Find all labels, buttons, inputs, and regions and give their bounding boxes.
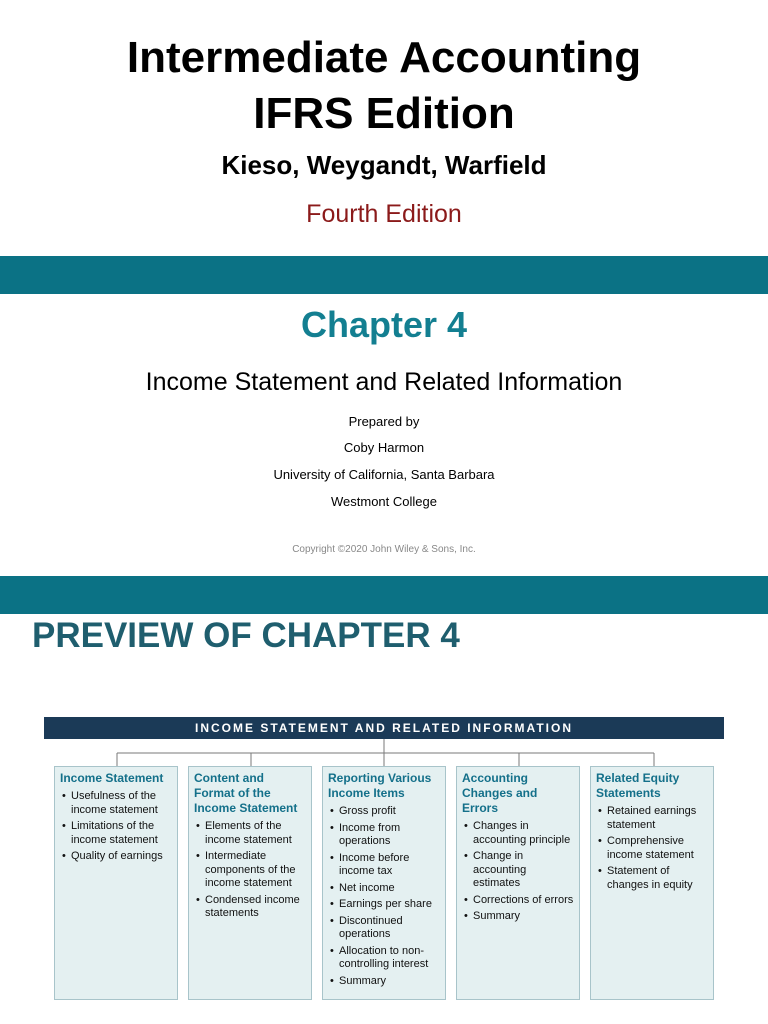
box-title: Content and Format of the Income Statement	[194, 771, 298, 815]
authors: Kieso, Weygandt, Warfield	[221, 150, 547, 180]
list-item: • Discontinued operations	[328, 915, 440, 942]
list-item: • Change in accounting estimates	[462, 850, 574, 891]
topic-box-content-format	[188, 766, 312, 1000]
list-item: • Net income	[328, 882, 440, 896]
list-item: • Allocation to non-controlling interest	[328, 945, 440, 972]
list-item: • Limitations of the income statement	[60, 820, 172, 847]
book-title	[0, 30, 768, 142]
list-item: • Statement of changes in equity	[596, 865, 708, 892]
list-item: • Usefulness of the income statement	[60, 790, 172, 817]
title-line-1: Intermediate Accounting	[126, 33, 642, 82]
college: Westmont College	[331, 494, 437, 509]
list-item: • Intermediate components of the income statement	[194, 850, 306, 891]
preview-title: PREVIEW OF CHAPTER 4	[32, 616, 460, 655]
box-title: Income Statement	[60, 771, 164, 785]
box-title: Reporting Various Income Items	[328, 771, 432, 800]
topic-box-reporting-income-items	[322, 766, 446, 1000]
topic-box-income-statement	[54, 766, 178, 1000]
list-item: • Earnings per share	[328, 898, 440, 912]
list-item: • Income from operations	[328, 822, 440, 849]
preparer-name: Coby Harmon	[343, 440, 425, 455]
chapter-subtitle: Income Statement and Related Information	[145, 368, 623, 396]
box-title: Related Equity Statements	[596, 771, 680, 800]
slide-divider-band	[0, 576, 768, 614]
list-item: • Corrections of errors	[462, 894, 574, 908]
list-item: • Income before income tax	[328, 852, 440, 879]
box-title: Accounting Changes and Errors	[462, 771, 538, 815]
slide-divider-band	[0, 256, 768, 294]
list-item: • Comprehensive income statement	[596, 835, 708, 862]
list-item: • Summary	[328, 975, 440, 989]
title-line-2: IFRS Edition	[253, 89, 515, 138]
list-item: • Gross profit	[328, 805, 440, 819]
list-item: • Changes in accounting principle	[462, 820, 574, 847]
list-item: • Retained earnings statement	[596, 805, 708, 832]
list-item: • Quality of earnings	[60, 850, 172, 864]
list-item: • Elements of the income statement	[194, 820, 306, 847]
chapter-title: Chapter 4	[300, 304, 468, 345]
diagram-connector-lines	[0, 739, 768, 767]
diagram-header: INCOME STATEMENT AND RELATED INFORMATION	[44, 717, 724, 739]
edition: Fourth Edition	[306, 200, 462, 228]
copyright: Copyright ©2020 John Wiley & Sons, Inc.	[292, 544, 476, 555]
university: University of California, Santa Barbara	[273, 467, 495, 482]
list-item: • Condensed income statements	[194, 894, 306, 921]
topic-box-accounting-changes	[456, 766, 580, 1000]
list-item: • Summary	[462, 910, 574, 924]
prepared-by: Prepared by	[348, 414, 420, 429]
topic-box-related-equity	[590, 766, 714, 1000]
